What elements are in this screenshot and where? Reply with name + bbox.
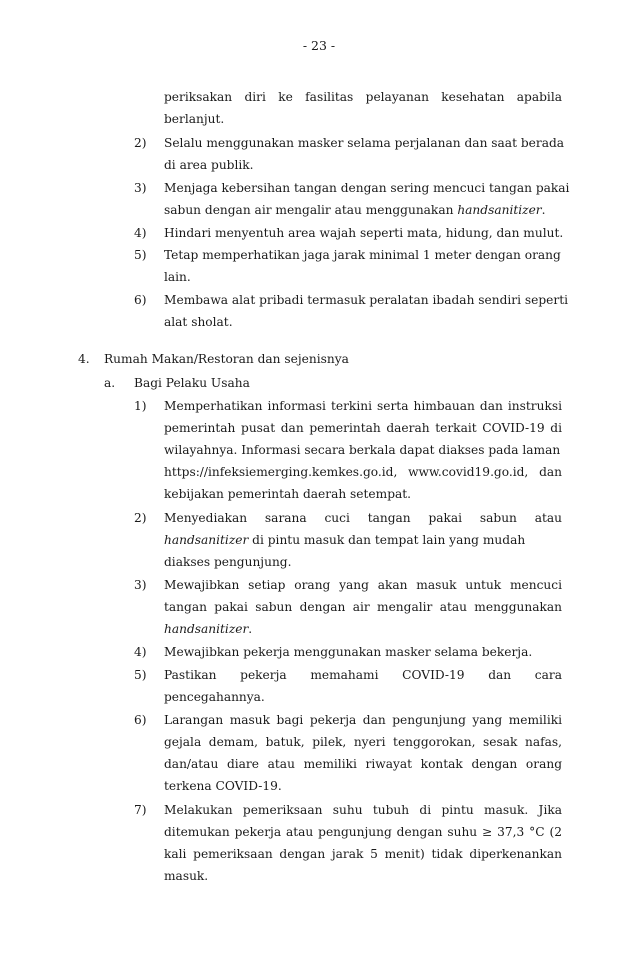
list-item-number: 1) bbox=[134, 399, 147, 413]
list-item-line: Hindari menyentuh area wajah seperti mata, hidung, dan mulut. bbox=[164, 226, 564, 240]
list-item-line bbox=[164, 618, 252, 640]
list-item-line: masuk. bbox=[164, 869, 209, 883]
list-item-punct: . bbox=[248, 622, 253, 636]
list-item-punct: . bbox=[541, 203, 546, 217]
list-item-number: 5) bbox=[134, 668, 147, 682]
list-item-number: 6) bbox=[134, 293, 147, 307]
list-item-line: Tetap memperhatikan jaga jarak minimal 1 meter dengan orang bbox=[164, 248, 561, 262]
list-item-line: pencegahannya. bbox=[164, 690, 265, 704]
list-item-line: Menyediakan sarana cuci tangan pakai sabun atau bbox=[164, 511, 562, 525]
list-item-number: 4) bbox=[134, 226, 147, 240]
list-item-line: dan/atau diare atau memiliki riwayat kontak dengan orang bbox=[164, 757, 562, 771]
section-number: 4. bbox=[78, 352, 90, 366]
list-item-number: 3) bbox=[134, 578, 147, 592]
list-item-line bbox=[164, 529, 525, 551]
list-item-line: terkena COVID-19. bbox=[164, 779, 282, 793]
page-number: - 23 - bbox=[302, 38, 336, 53]
list-item-line: pemerintah pusat dan pemerintah daerah terkait COVID-19 di bbox=[164, 421, 562, 435]
list-item-number: 7) bbox=[134, 803, 147, 817]
list-item-line: https://infeksiemerging.kemkes.go.id, www.covid19.go.id, dan bbox=[164, 465, 562, 479]
list-item-italic-term: handsanitizer bbox=[457, 203, 542, 217]
list-item-line: kali pemeriksaan dengan jarak 5 menit) tidak diperkenankan bbox=[164, 847, 562, 861]
list-item-italic-term: handsanitizer bbox=[164, 622, 249, 636]
list-item-line: di area publik. bbox=[164, 158, 254, 172]
list-item-italic-term: handsanitizer bbox=[164, 533, 249, 547]
list-item-line: kebijakan pemerintah daerah setempat. bbox=[164, 487, 412, 501]
list-item-text: di pintu masuk dan tempat lain yang mudah bbox=[248, 533, 526, 547]
list-item-line: Memperhatikan informasi terkini serta himbauan dan instruksi bbox=[164, 399, 562, 413]
list-item-line: Mewajibkan setiap orang yang akan masuk untuk mencuci bbox=[164, 578, 562, 592]
list-item-number: 2) bbox=[134, 136, 147, 150]
list-item-line: Mewajibkan pekerja menggunakan masker selama bekerja. bbox=[164, 645, 533, 659]
list-item-line: Membawa alat pribadi termasuk peralatan ibadah sendiri seperti bbox=[164, 293, 569, 307]
list-item-line: wilayahnya. Informasi secara berkala dapat diakses pada laman bbox=[164, 443, 561, 457]
list-item-number: 4) bbox=[134, 645, 147, 659]
list-item-continuation-line: berlanjut. bbox=[164, 112, 225, 126]
list-item-line: gejala demam, batuk, pilek, nyeri tenggorokan, sesak nafas, bbox=[164, 735, 562, 749]
section-title: Rumah Makan/Restoran dan sejenisnya bbox=[104, 352, 349, 366]
list-item-line: Melakukan pemeriksaan suhu tubuh di pintu masuk. Jika bbox=[164, 803, 562, 817]
list-item-number: 6) bbox=[134, 713, 147, 727]
subsection-title: Bagi Pelaku Usaha bbox=[134, 376, 250, 390]
list-item-number: 2) bbox=[134, 511, 147, 525]
list-item-continuation-line: periksakan diri ke fasilitas pelayanan kesehatan apabila bbox=[164, 90, 562, 104]
list-item-line bbox=[164, 199, 545, 221]
subsection-letter: a. bbox=[104, 376, 116, 390]
list-item-line: ditemukan pekerja atau pengunjung dengan suhu ≥ 37,3 °C (2 bbox=[164, 825, 562, 839]
list-item-line: Larangan masuk bagi pekerja dan pengunjung yang memiliki bbox=[164, 713, 562, 727]
list-item-number: 5) bbox=[134, 248, 147, 262]
list-item-line: diakses pengunjung. bbox=[164, 555, 292, 569]
list-item-text: sabun dengan air mengalir atau menggunakan bbox=[164, 203, 454, 217]
list-item-line: lain. bbox=[164, 270, 191, 284]
list-item-line: Menjaga kebersihan tangan dengan sering mencuci tangan pakai bbox=[164, 181, 570, 195]
list-item-line: Pastikan pekerja memahami COVID-19 dan cara bbox=[164, 668, 562, 682]
list-item-line: tangan pakai sabun dengan air mengalir atau menggunakan bbox=[164, 600, 562, 614]
list-item-number: 3) bbox=[134, 181, 147, 195]
list-item-line: Selalu menggunakan masker selama perjalanan dan saat berada bbox=[164, 136, 565, 150]
list-item-line: alat sholat. bbox=[164, 315, 233, 329]
